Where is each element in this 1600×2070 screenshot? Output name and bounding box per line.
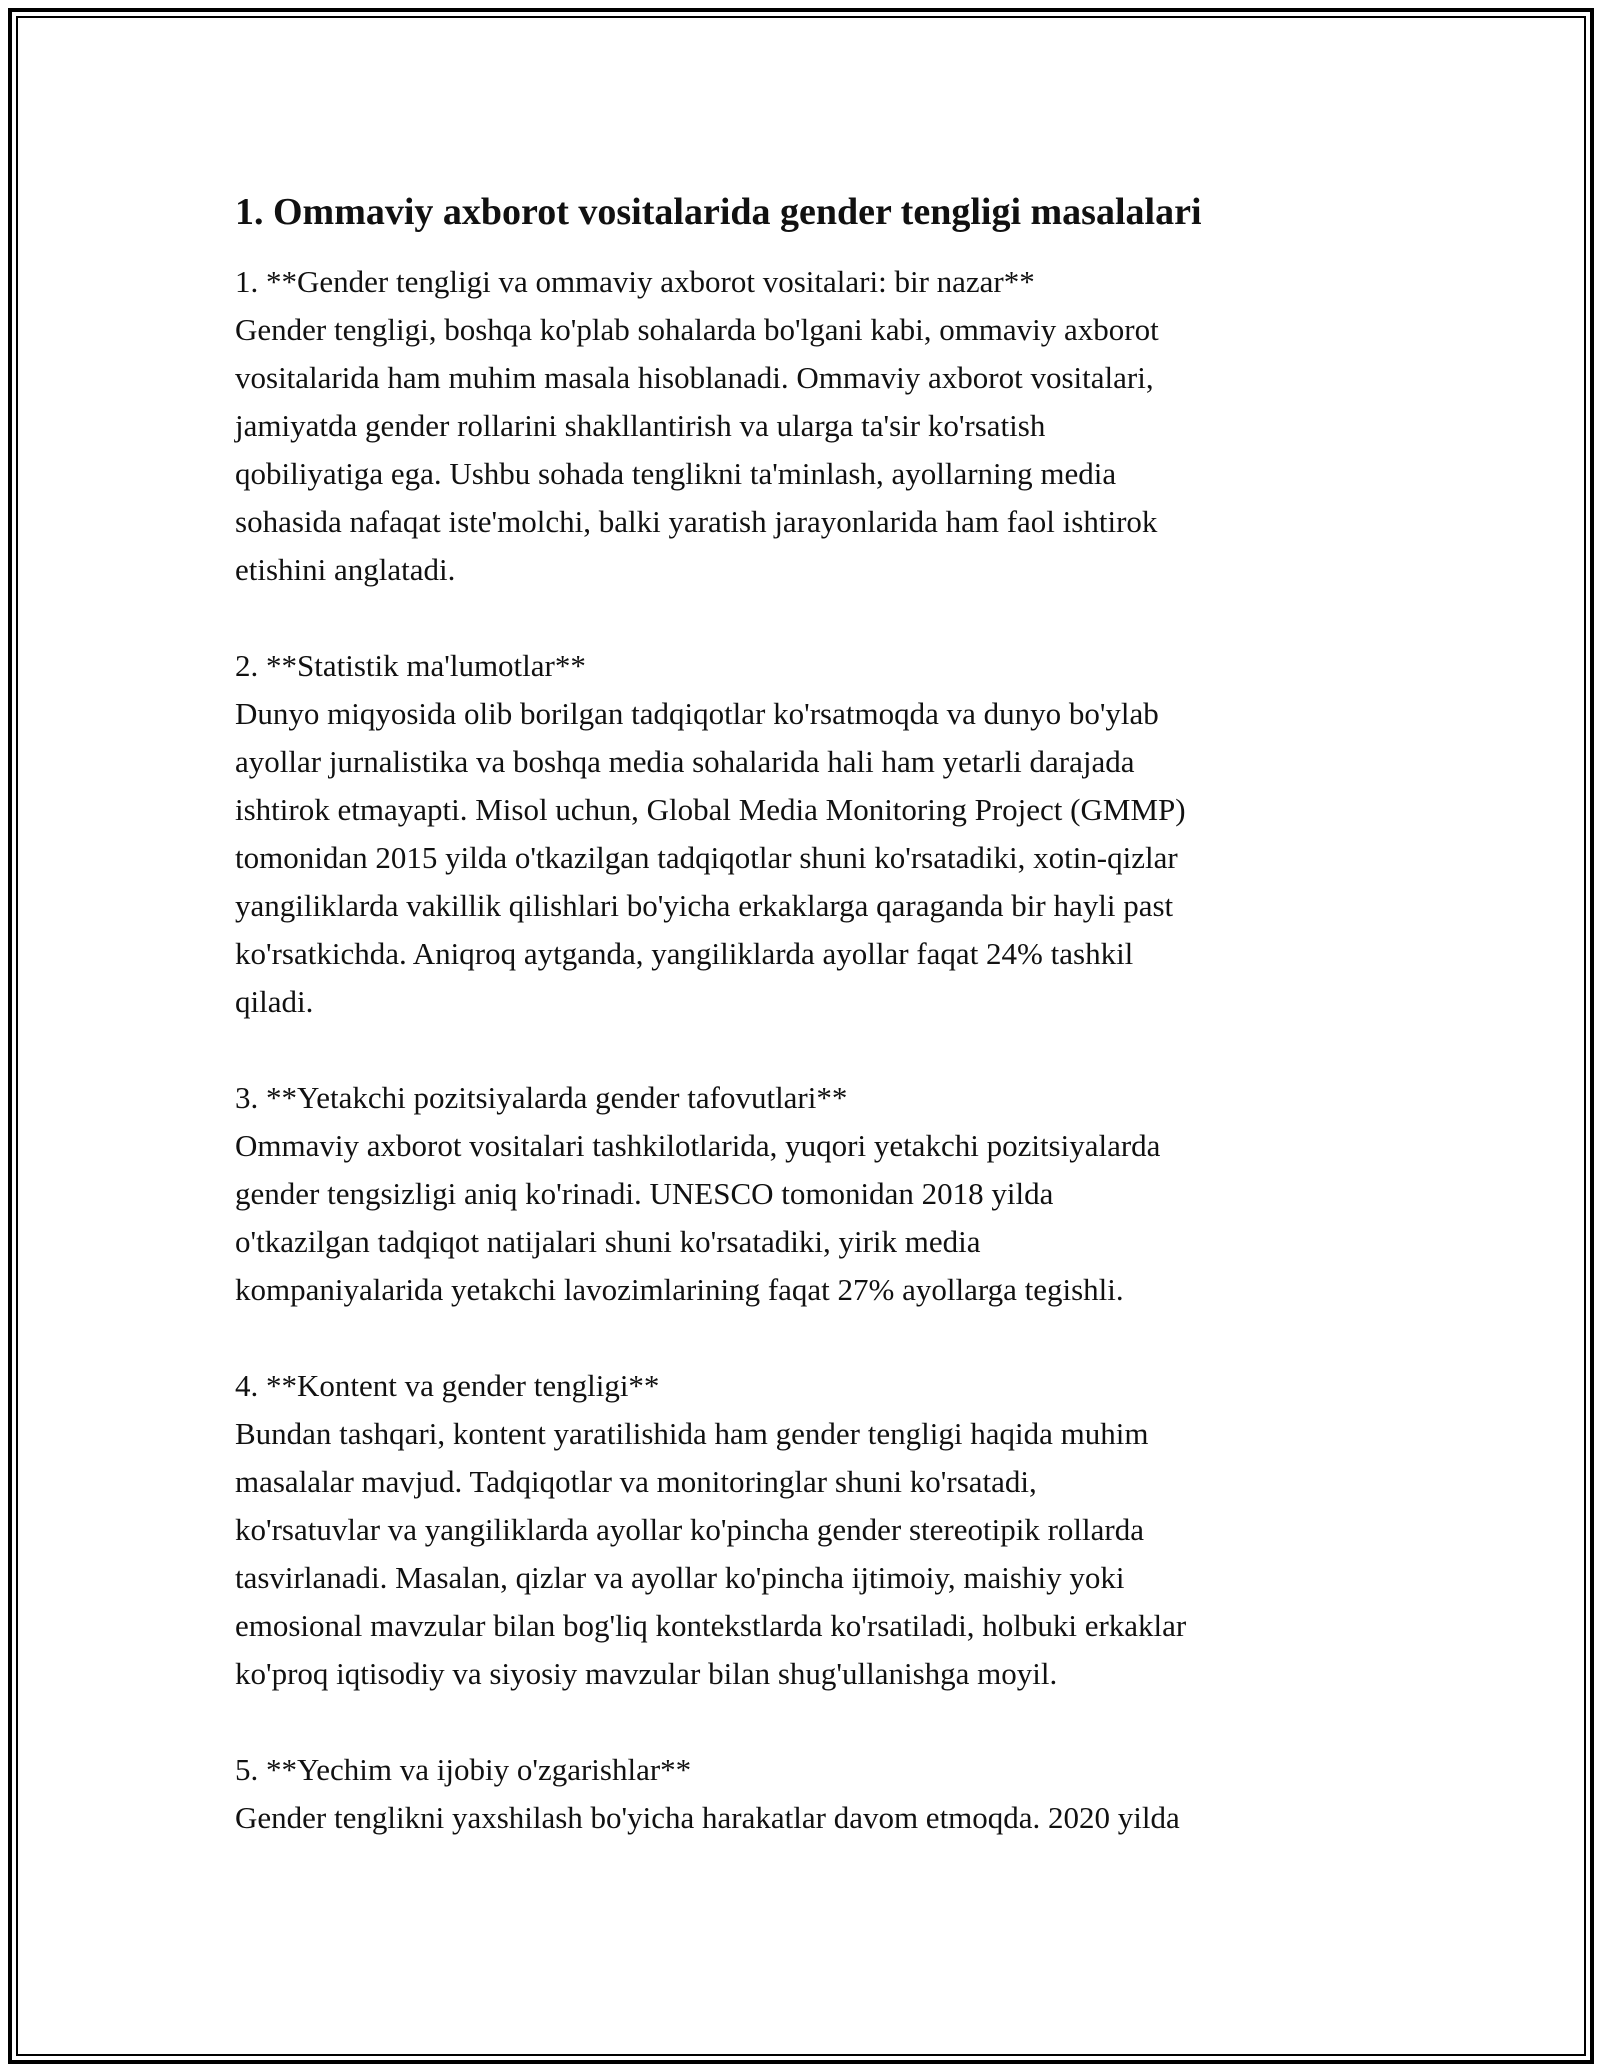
paragraph-line: gender tengsizligi aniq ko'rinadi. UNESCO tomonidan 2018 yilda bbox=[235, 1176, 1054, 1211]
section-1 bbox=[235, 258, 1375, 594]
paragraph-line: ko'rsatkichda. Aniqroq aytganda, yangiliklarda ayollar faqat 24% tashkil bbox=[235, 936, 1134, 971]
paragraph-line: kompaniyalarida yetakchi lavozimlarining faqat 27% ayollarga tegishli. bbox=[235, 1272, 1124, 1307]
paragraph-line: tomonidan 2015 yilda o'tkazilgan tadqiqotlar shuni ko'rsatadiki, xotin-qizlar bbox=[235, 840, 1178, 875]
section-4 bbox=[235, 1362, 1375, 1698]
section-3 bbox=[235, 1074, 1375, 1314]
section-heading: 5. **Yechim va ijobiy o'zgarishlar** bbox=[235, 1752, 692, 1787]
document-body bbox=[235, 186, 1375, 1890]
paragraph-line: yangiliklarda vakillik qilishlari bo'yicha erkaklarga qaraganda bir hayli past bbox=[235, 888, 1174, 923]
paragraph-line: ko'rsatuvlar va yangiliklarda ayollar ko'pincha gender stereotipik rollarda bbox=[235, 1512, 1144, 1547]
paragraph-line: o'tkazilgan tadqiqot natijalari shuni ko'rsatadiki, yirik media bbox=[235, 1224, 981, 1259]
paragraph-line: emosional mavzular bilan bog'liq kontekstlarda ko'rsatiladi, holbuki erkaklar bbox=[235, 1608, 1187, 1643]
paragraph-line: masalalar mavjud. Tadqiqotlar va monitoringlar shuni ko'rsatadi, bbox=[235, 1464, 1037, 1499]
section-heading: 1. **Gender tengligi va ommaviy axborot vositalari: bir nazar** bbox=[235, 264, 1035, 299]
section-heading: 4. **Kontent va gender tengligi** bbox=[235, 1368, 660, 1403]
section-5 bbox=[235, 1746, 1375, 1842]
paragraph-line: Ommaviy axborot vositalari tashkilotlarida, yuqori yetakchi pozitsiyalarda bbox=[235, 1128, 1161, 1163]
section-heading: 2. **Statistik ma'lumotlar** bbox=[235, 648, 586, 683]
document-title: 1. Ommaviy axborot vositalarida gender tengligi masalalari bbox=[235, 191, 1202, 233]
section-heading: 3. **Yetakchi pozitsiyalarda gender tafovutlari** bbox=[235, 1080, 848, 1115]
section-2 bbox=[235, 642, 1375, 1026]
paragraph-line: Gender tengligi, boshqa ko'plab sohalarda bo'lgani kabi, ommaviy axborot bbox=[235, 312, 1159, 347]
paragraph-line: ishtirok etmayapti. Misol uchun, Global Media Monitoring Project (GMMP) bbox=[235, 792, 1186, 827]
paragraph-line: etishini anglatadi. bbox=[235, 552, 456, 587]
paragraph-line: Dunyo miqyosida olib borilgan tadqiqotlar ko'rsatmoqda va dunyo bo'ylab bbox=[235, 696, 1159, 731]
paragraph-line: qobiliyatiga ega. Ushbu sohada tenglikni ta'minlash, ayollarning media bbox=[235, 456, 1117, 491]
paragraph-line: tasvirlanadi. Masalan, qizlar va ayollar ko'pincha ijtimoiy, maishiy yoki bbox=[235, 1560, 1125, 1595]
paragraph-line: ko'proq iqtisodiy va siyosiy mavzular bilan shug'ullanishga moyil. bbox=[235, 1656, 1058, 1691]
paragraph-line: sohasida nafaqat iste'molchi, balki yaratish jarayonlarida ham faol ishtirok bbox=[235, 504, 1158, 539]
paragraph-line: Gender tenglikni yaxshilash bo'yicha harakatlar davom etmoqda. 2020 yilda bbox=[235, 1800, 1180, 1835]
paragraph-line: Bundan tashqari, kontent yaratilishida ham gender tengligi haqida muhim bbox=[235, 1416, 1149, 1451]
paragraph-line: jamiyatda gender rollarini shakllantirish va ularga ta'sir ko'rsatish bbox=[235, 408, 1046, 443]
paragraph-line: qiladi. bbox=[235, 984, 314, 1019]
paragraph-line: vositalarida ham muhim masala hisoblanadi. Ommaviy axborot vositalari, bbox=[235, 360, 1154, 395]
paragraph-line: ayollar jurnalistika va boshqa media sohalarida hali ham yetarli darajada bbox=[235, 744, 1135, 779]
